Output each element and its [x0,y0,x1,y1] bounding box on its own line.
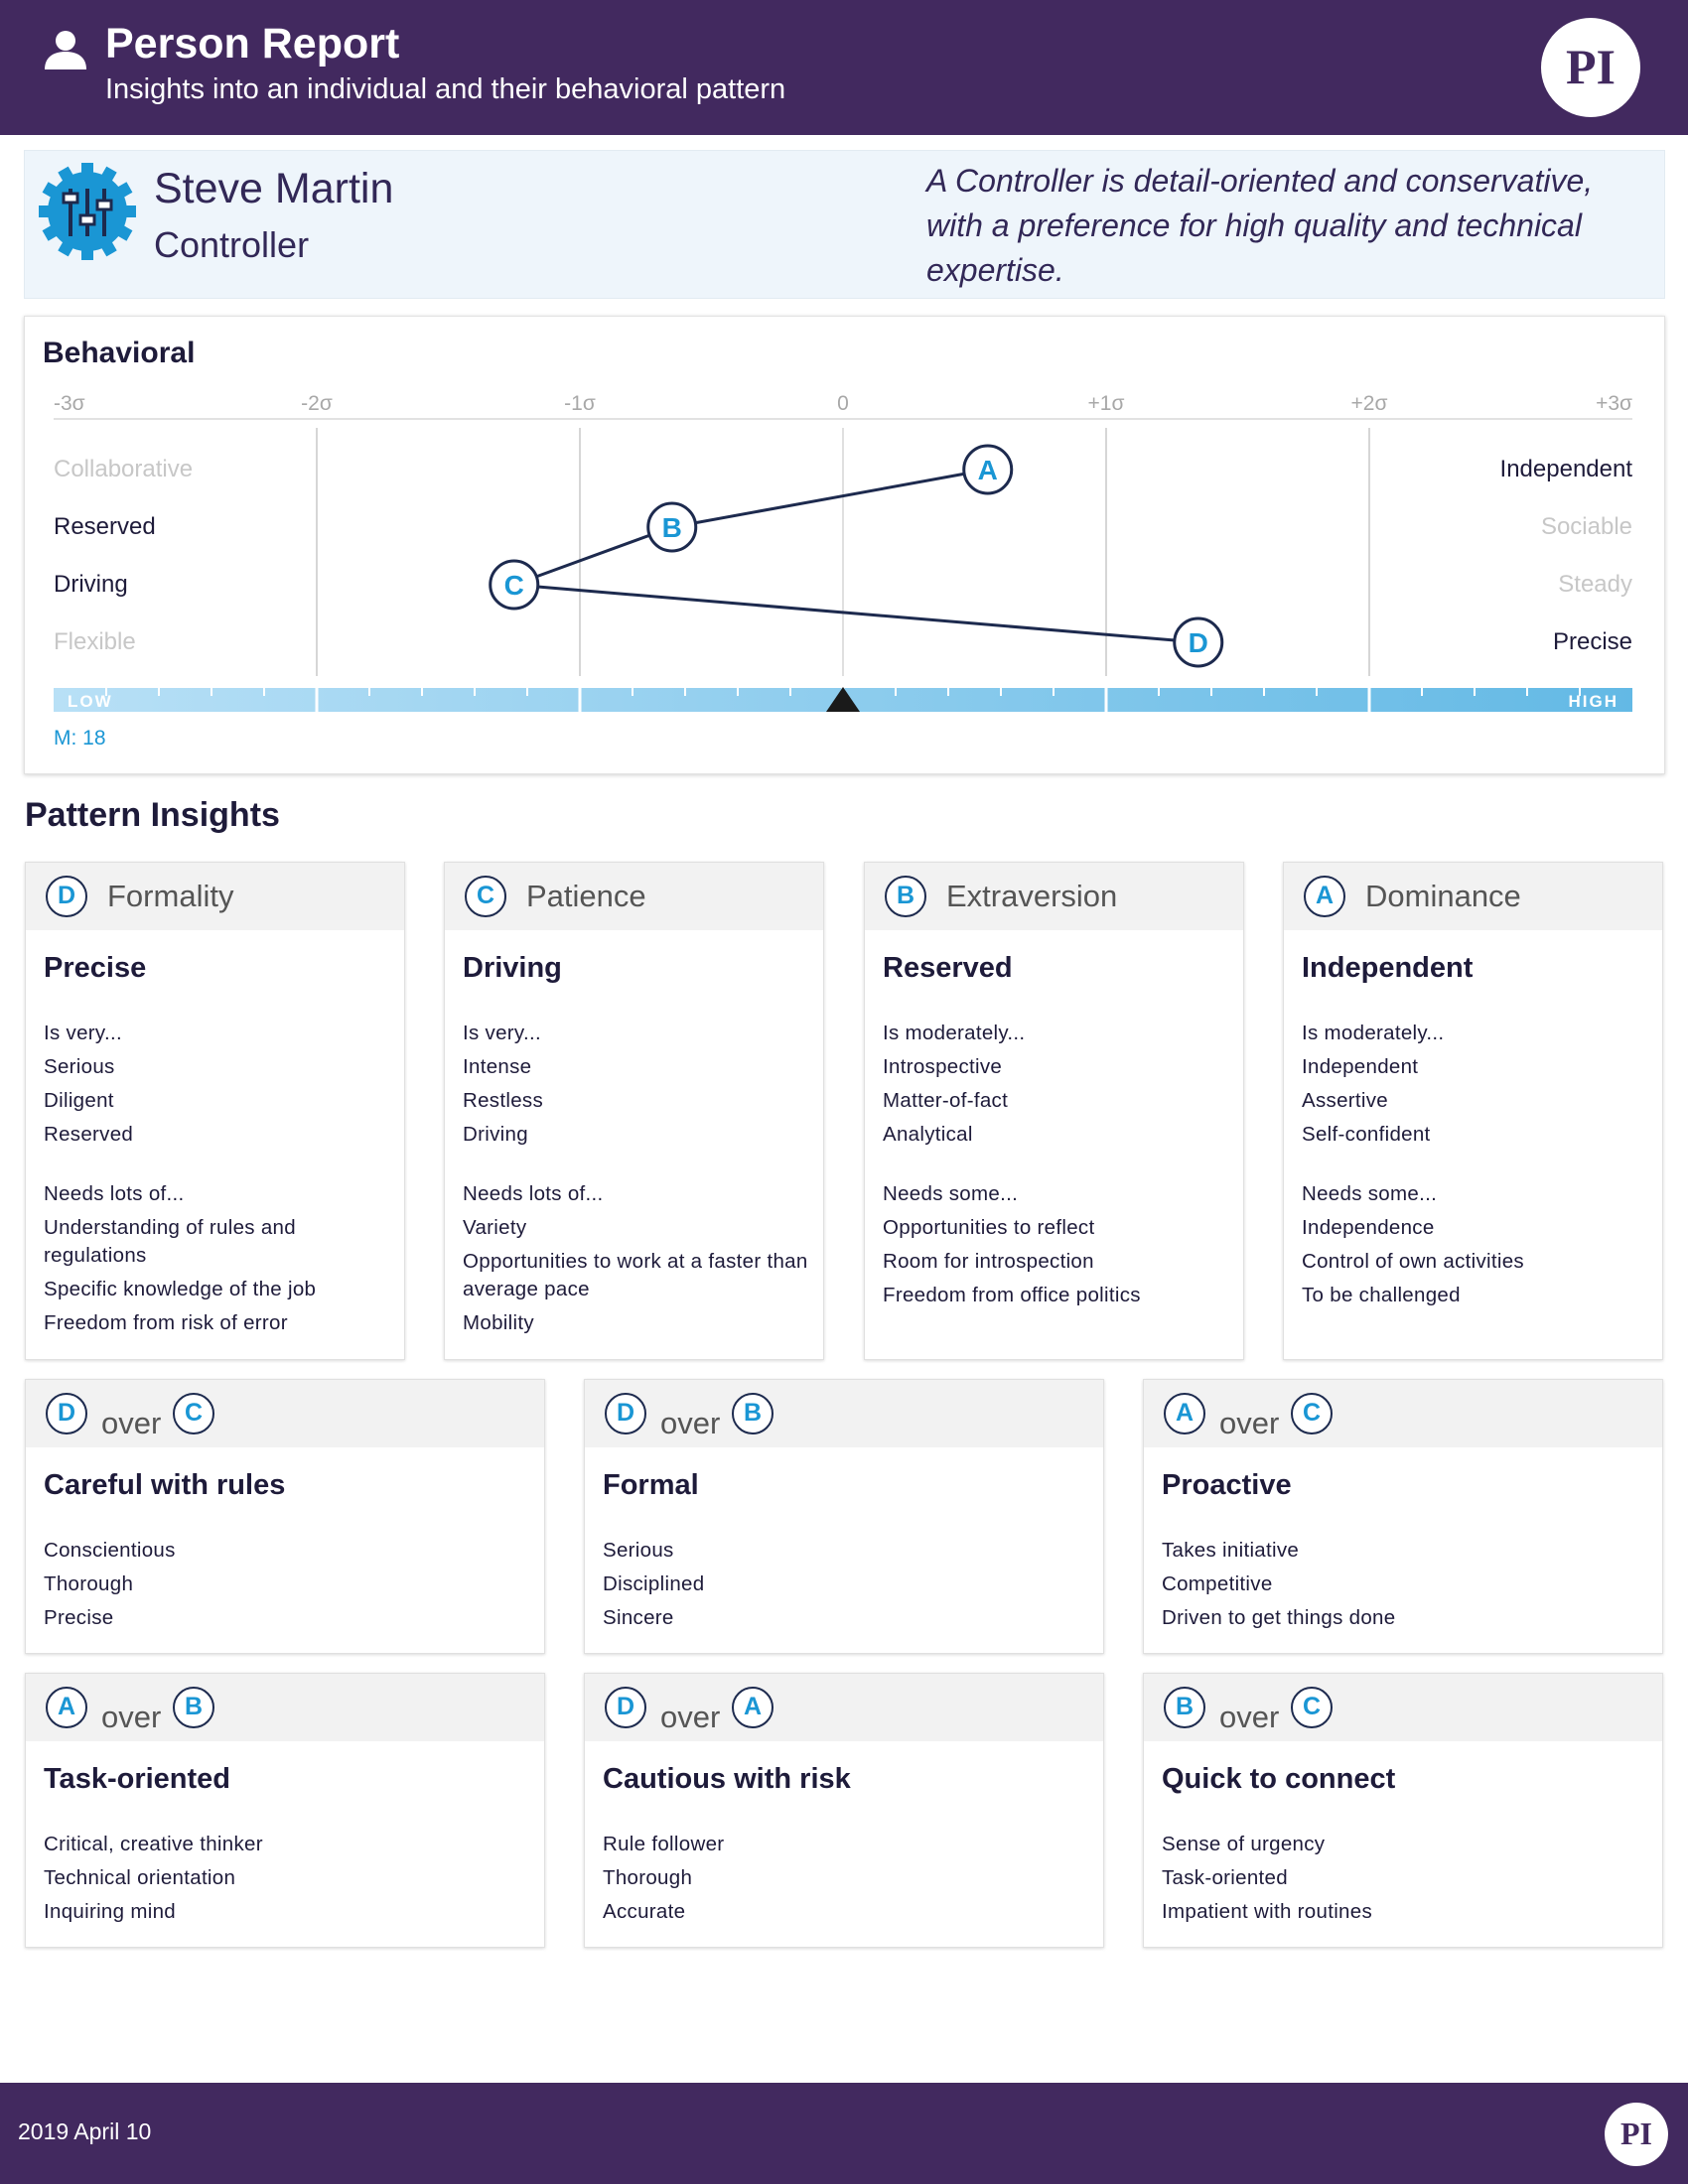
over-card-item: Critical, creative thinker [44,1833,263,1855]
over-card-header [26,1380,544,1447]
over-card-item: Takes initiative [1162,1539,1300,1562]
factor-badge-b: B [732,1393,774,1434]
over-card-item: Impatient with routines [1162,1900,1372,1923]
over-card [584,1379,1104,1654]
over-word: over [101,1700,162,1734]
pi-logo-footer-text: PI [1620,2116,1652,2152]
pi-logo [1541,18,1640,117]
factor-name: Patience [526,879,646,913]
over-card-item: Technical orientation [44,1866,236,1889]
trait-group-label: Is very... [463,1022,541,1044]
trait-item: Introspective [883,1055,1003,1078]
report-subtitle: Insights into an individual and their behavioral pattern [105,73,786,105]
trait-item: Serious [44,1055,115,1078]
needs-item: Specific knowledge of the job [44,1278,317,1300]
over-word: over [660,1406,721,1440]
behavioral-chart [25,317,1666,775]
factor-connector [514,585,1198,642]
needs-item: Freedom from risk of error [44,1311,288,1334]
profile-banner [24,150,1665,299]
over-card-item: Task-oriented [1162,1866,1288,1889]
factor-name: Dominance [1365,879,1521,913]
over-card-heading: Careful with rules [44,1469,286,1501]
factor-badge-c: C [1291,1393,1333,1434]
over-card-header [585,1674,1103,1741]
axis-label: -2σ [301,392,333,415]
trait-item: Assertive [1302,1089,1389,1112]
factor-badge-b: B [173,1687,214,1728]
report-footer [0,2083,1688,2184]
over-card-header [585,1380,1103,1447]
needs-group-label: Needs lots of... [44,1182,185,1205]
axis-label: -3σ [54,392,85,415]
trait-item: Restless [463,1089,544,1112]
factor-heading: Reserved [883,952,1013,984]
trait-group-label: Is very... [44,1022,122,1044]
factor-badge-d: D [605,1687,646,1728]
factor-badge-a: A [1164,1393,1205,1434]
right-factor-label: Independent [1499,456,1632,482]
needs-item: Control of own activities [1302,1250,1524,1273]
factor-card-header [26,863,404,930]
over-card-item: Driven to get things done [1162,1606,1396,1629]
over-word: over [1219,1406,1280,1440]
over-card-header [26,1674,544,1741]
axis-label: -1σ [564,392,596,415]
user-icon [42,30,89,69]
left-factor-label: Reserved [54,513,156,540]
factor-marker-letter: C [503,570,524,601]
over-card-heading: Formal [603,1469,699,1501]
report-title: Person Report [105,20,400,68]
over-card-heading: Proactive [1162,1469,1292,1501]
factor-badge-c: C [1291,1687,1333,1728]
behavioral-title: Behavioral [43,337,196,369]
pattern-name: Controller [154,224,310,265]
left-factor-label: Driving [54,571,128,598]
needs-group-label: Needs some... [1302,1182,1438,1205]
factor-marker-letter: B [661,512,682,543]
over-card-heading: Quick to connect [1162,1763,1396,1795]
over-word: over [1219,1700,1280,1734]
factor-card-header [865,863,1243,930]
over-card-item: Competitive [1162,1572,1273,1595]
over-card-heading: Cautious with risk [603,1763,851,1795]
behavioral-card [24,316,1665,774]
trait-item: Intense [463,1055,532,1078]
factor-heading: Driving [463,952,562,984]
factor-badge-a: A [732,1687,774,1728]
over-card [584,1673,1104,1948]
trait-item: Diligent [44,1089,114,1112]
scale-low-label: LOW [68,692,113,711]
factor-badge-d: D [46,876,87,917]
factor-marker-b [648,503,696,551]
over-card-header [1144,1380,1662,1447]
over-card-heading: Task-oriented [44,1763,231,1795]
right-factor-label: Sociable [1540,513,1632,540]
over-card-header [1144,1674,1662,1741]
needs-group-label: Needs some... [883,1182,1019,1205]
factor-card-extraversion [864,862,1244,1360]
factor-badge-a: A [1304,876,1345,917]
factor-heading: Independent [1302,952,1474,984]
right-factor-label: Precise [1552,628,1632,655]
right-factor-label: Steady [1558,571,1632,598]
needs-item: To be challenged [1302,1284,1461,1306]
left-factor-label: Flexible [54,628,136,655]
over-card-item: Accurate [603,1900,686,1923]
scale-high-label: HIGH [1568,692,1618,711]
factor-name: Extraversion [946,879,1118,913]
pattern-insights-title: Pattern Insights [25,796,280,834]
person-name: Steve Martin [154,165,394,212]
needs-item: Independence [1302,1216,1435,1239]
needs-item: Mobility [463,1311,534,1334]
factor-heading: Precise [44,952,147,984]
needs-item: Opportunities to reflect [883,1216,1095,1239]
over-card [25,1379,545,1654]
factor-marker-letter: D [1188,627,1208,658]
over-word: over [101,1406,162,1440]
factor-badge-c: C [465,876,506,917]
factor-badge-d: D [46,1393,87,1434]
factor-marker-c [491,561,538,609]
pattern-description: A Controller is detail-oriented and conservative, with a preference for high quality and technical expertise. [926,163,1594,288]
over-card-item: Sincere [603,1606,674,1629]
trait-item: Matter-of-fact [883,1089,1009,1112]
over-card-item: Inquiring mind [44,1900,176,1923]
trait-group-label: Is moderately... [1302,1022,1445,1044]
axis-label: 0 [837,392,849,415]
factor-card-formality [25,862,405,1360]
over-card-item: Rule follower [603,1833,725,1855]
m-score: M: 18 [54,727,106,750]
over-card-item: Precise [44,1606,114,1629]
trait-item: Driving [463,1123,528,1146]
needs-item: Opportunities to work at a faster than average pace [463,1250,808,1300]
factor-marker-a [964,446,1012,493]
factor-badge-b: B [885,876,926,917]
trait-group-label: Is moderately... [883,1022,1026,1044]
needs-group-label: Needs lots of... [463,1182,604,1205]
left-factor-label: Collaborative [54,456,194,482]
over-card [25,1673,545,1948]
factor-card-header [1284,863,1662,930]
factor-badge-d: D [605,1393,646,1434]
over-card-item: Disciplined [603,1572,705,1595]
factor-card-header [445,863,823,930]
over-card-item: Serious [603,1539,674,1562]
over-card [1143,1379,1663,1654]
over-card-item: Thorough [44,1572,134,1595]
report-date: 2019 April 10 [18,2118,152,2144]
trait-item: Analytical [883,1123,973,1146]
pi-logo-text: PI [1566,39,1616,94]
trait-item: Self-confident [1302,1123,1431,1146]
factor-marker-d [1175,618,1222,666]
over-word: over [660,1700,721,1734]
controller-gear-icon [37,161,138,262]
needs-item: Room for introspection [883,1250,1094,1273]
needs-item: Variety [463,1216,527,1239]
needs-item: Understanding of rules and regulations [44,1216,296,1267]
over-card [1143,1673,1663,1948]
axis-label: +2σ [1350,392,1388,415]
axis-label: +1σ [1087,392,1125,415]
report-header [0,0,1688,135]
axis-label: +3σ [1596,392,1632,415]
over-card-item: Thorough [603,1866,693,1889]
factor-badge-a: A [46,1687,87,1728]
factor-badge-c: C [173,1393,214,1434]
over-card-item: Sense of urgency [1162,1833,1326,1855]
factor-badge-b: B [1164,1687,1205,1728]
pi-logo-footer [1605,2103,1668,2166]
factor-card-patience [444,862,824,1360]
needs-item: Freedom from office politics [883,1284,1141,1306]
factor-connector [672,470,988,527]
factor-card-dominance [1283,862,1663,1360]
factor-marker-letter: A [977,455,998,485]
trait-item: Independent [1302,1055,1419,1078]
over-card-item: Conscientious [44,1539,176,1562]
trait-item: Reserved [44,1123,134,1146]
factor-name: Formality [107,879,234,913]
